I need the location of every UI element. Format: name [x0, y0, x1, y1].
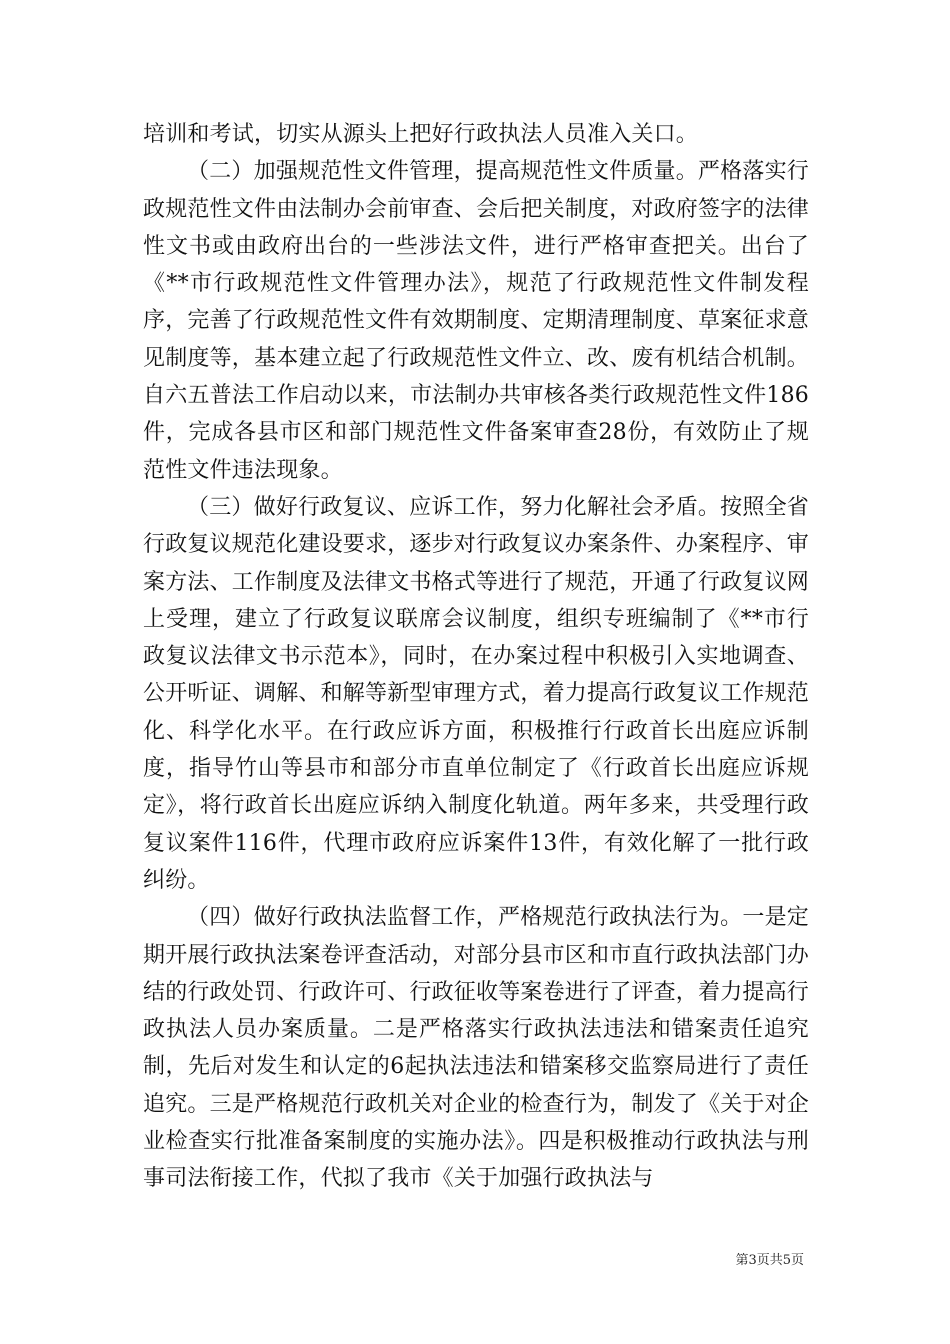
page-number: 第3页共5页 [735, 1253, 804, 1268]
paragraph-normative-documents: （二）加强规范性文件管理，提高规范性文件质量。严格落实行政规范性文件由法制办会前审查、会后把关制度，对政府签字的法律性文书或由政府出台的一些涉法文件，进行严格审查把关。出台了《**市行政规范性文件管理办法》，规范了行政规范性文件制发程序，完善了行政规范性文件有效期制度、定期清理制度、草案征求意见制度等，基本建立起了行政规范性文件立、改、废有机结合机制。自六五普法工作启动以来，市法制办共审核各类行政规范性文件186件，完成各县市区和部门规范性文件备案审查28份，有效防止了规范性文件违法现象。 [143, 159, 810, 483]
paragraph-administrative-review: （三）做好行政复议、应诉工作，努力化解社会矛盾。按照全省行政复议规范化建设要求，逐步对行政复议办案条件、办案程序、审案方法、工作制度及法律文书格式等进行了规范，开通了行政复议网上受理，建立了行政复议联席会议制度，组织专班编制了《**市行政复议法律文书示范本》，同时，在办案过程中积极引入实地调查、公开听证、调解、和解等新型审理方式，着力提高行政复议工作规范化、科学化水平。在行政应诉方面，积极推行行政首长出庭应诉制度，指导竹山等县市和部分市直单位制定了《行政首长出庭应诉规定》，将行政首长出庭应诉纳入制度化轨道。两年多来，共受理行政复议案件116件，代理市政府应诉案件13件，有效化解了一批行政纠纷。 [143, 494, 810, 893]
paragraph-enforcement-supervision: （四）做好行政执法监督工作，严格规范行政执法行为。一是定期开展行政执法案卷评查活动，对部分县市区和市直行政执法部门办结的行政处罚、行政许可、行政征收等案卷进行了评查，着力提高行政执法人员办案质量。二是严格落实行政执法违法和错案责任追究制，先后对发生和认定的6起执法违法和错案移交监察局进行了责任追究。三是严格规范行政机关对企业的检查行为，制发了《关于对企业检查实行批准备案制度的实施办法》。四是积极推动行政执法与刑事司法衔接工作，代拟了我市《关于加强行政执法与 [143, 905, 810, 1192]
paragraph-continuation: 培训和考试，切实从源头上把好行政执法人员准入关口。 [143, 122, 699, 147]
document-body [143, 116, 809, 1198]
